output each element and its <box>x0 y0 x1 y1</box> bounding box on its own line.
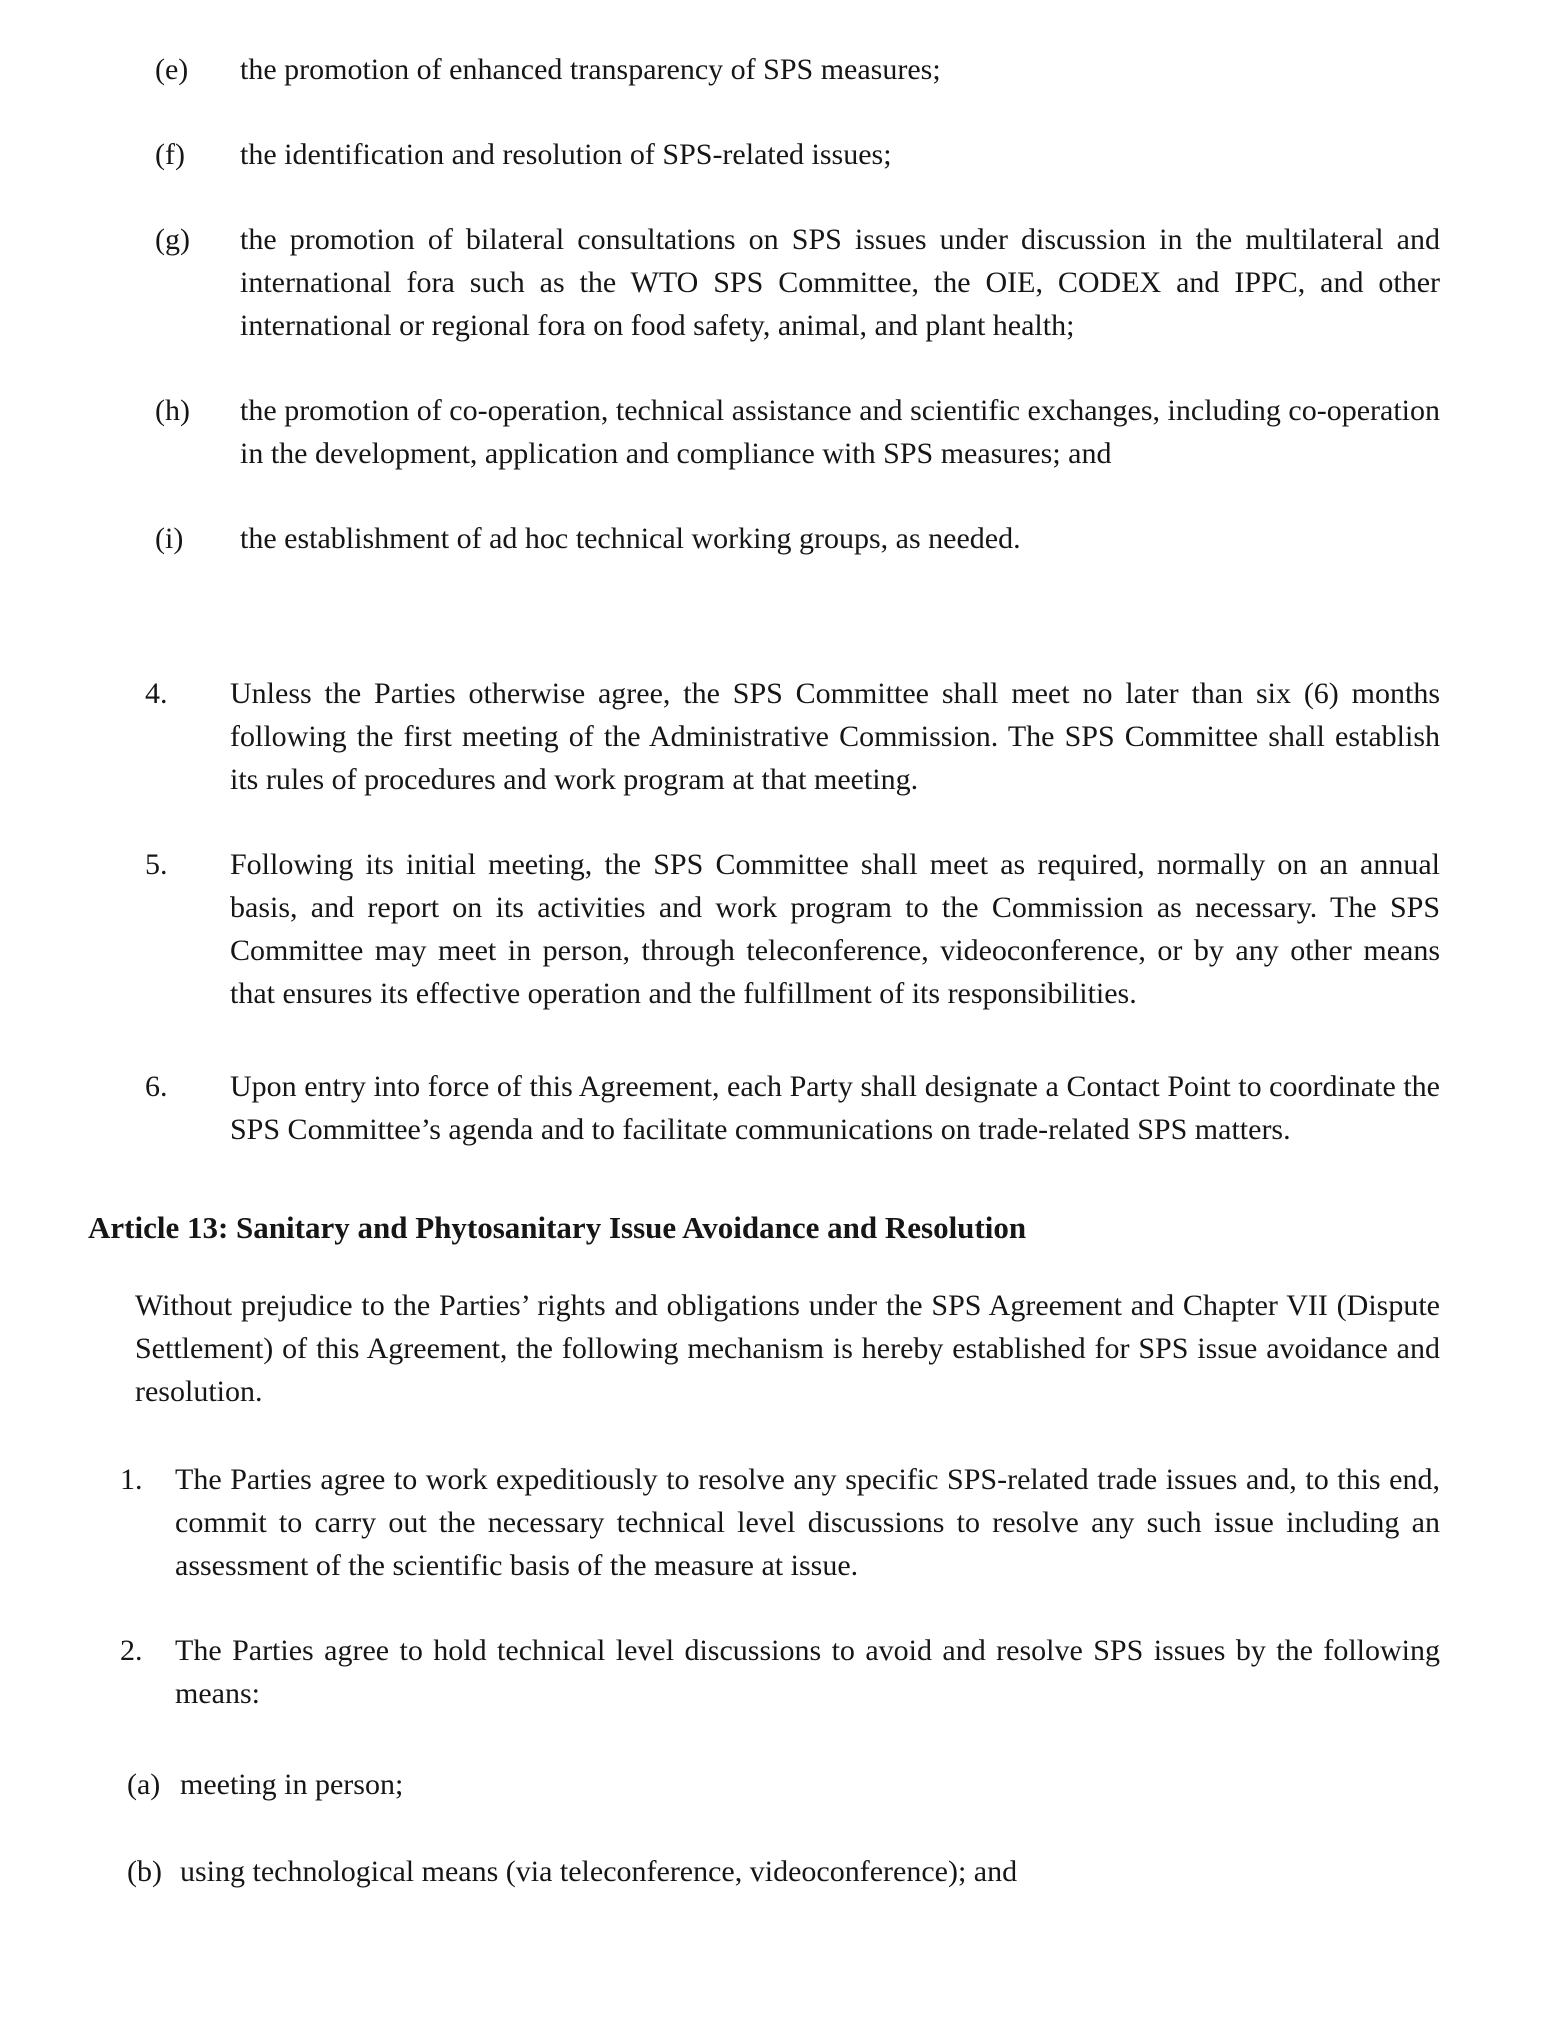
list-item-h <box>155 389 1556 475</box>
paragraph-2-text: The Parties agree to hold technical level discussions to avoid and resolve SPS issues by the following means: <box>175 1634 1440 1710</box>
list-item-g-label: (g) <box>155 223 190 256</box>
list-item-h-label: (h) <box>155 394 190 427</box>
list-item-a <box>127 1763 1556 1806</box>
article-13-heading: Article 13: Sanitary and Phytosanitary Issue Avoidance and Resolution <box>88 1210 1027 1245</box>
paragraph-1-text: The Parties agree to work expeditiously to resolve any specific SPS-related trade issues and, to this end, commit to carry out the necessary technical level discussions to resolve any such issue including an assessment of the scientific basis of the measure at issue. <box>175 1463 1440 1582</box>
numbered-paragraph-1 <box>120 1458 1556 1587</box>
list-item-i-label: (i) <box>155 522 184 555</box>
list-item-i <box>155 517 1556 560</box>
numbered-paragraph-6 <box>145 1065 1556 1151</box>
list-item-h-text: the promotion of co-operation, technical assistance and scientific exchanges, including co-operation in the development, application and compliance with SPS measures; and <box>240 394 1440 470</box>
list-item-f <box>155 133 1556 176</box>
paragraph-2-number: 2. <box>120 1634 143 1667</box>
list-item-b <box>127 1850 1556 1893</box>
paragraph-6-text: Upon entry into force of this Agreement, each Party shall designate a Contact Point to coordinate the SPS Committee’s agenda and to facilitate communications on trade-related SPS matters. <box>230 1070 1440 1146</box>
list-item-e <box>155 48 1556 91</box>
paragraph-6-number: 6. <box>145 1070 168 1103</box>
list-item-b-text: using technological means (via teleconference, videoconference); and <box>180 1855 1018 1888</box>
article-13-intro-paragraph: Without prejudice to the Parties’ rights and obligations under the SPS Agreement and Chapter VII (Dispute Settlement) of this Agreement, the following mechanism is hereby established for SPS issue avoidance and resolution. <box>135 1289 1440 1408</box>
paragraph-5-text: Following its initial meeting, the SPS Committee shall meet as required, normally on an annual basis, and report on its activities and work program to the Commission as necessary. The SPS Committee may meet in person, through teleconference, videoconference, or by any other means that ensures its effective operation and the fulfillment of its responsibilities. <box>230 848 1440 1010</box>
numbered-paragraph-2 <box>120 1629 1556 1715</box>
list-item-g-text: the promotion of bilateral consultations on SPS issues under discussion in the multilateral and international fora such as the WTO SPS Committee, the OIE, CODEX and IPPC, and other international or regional fora on food safety, animal, and plant health; <box>240 223 1440 342</box>
list-item-f-text: the identification and resolution of SPS-related issues; <box>240 138 892 171</box>
list-item-b-label: (b) <box>127 1855 162 1888</box>
numbered-paragraph-4 <box>145 672 1556 801</box>
paragraph-4-number: 4. <box>145 677 168 710</box>
list-item-i-text: the establishment of ad hoc technical working groups, as needed. <box>240 522 1021 555</box>
paragraph-4-text: Unless the Parties otherwise agree, the SPS Committee shall meet no later than six (6) months following the first meeting of the Administrative Commission. The SPS Committee shall establish its rules of procedures and work program at that meeting. <box>230 677 1440 796</box>
paragraph-1-number: 1. <box>120 1463 143 1496</box>
numbered-paragraph-5 <box>145 843 1556 1015</box>
list-item-a-label: (a) <box>127 1768 161 1801</box>
paragraph-5-number: 5. <box>145 848 168 881</box>
list-item-f-label: (f) <box>155 138 185 171</box>
list-item-e-text: the promotion of enhanced transparency of SPS measures; <box>240 53 941 86</box>
list-item-g <box>155 218 1556 347</box>
list-item-e-label: (e) <box>155 53 189 86</box>
list-item-a-text: meeting in person; <box>180 1768 404 1801</box>
